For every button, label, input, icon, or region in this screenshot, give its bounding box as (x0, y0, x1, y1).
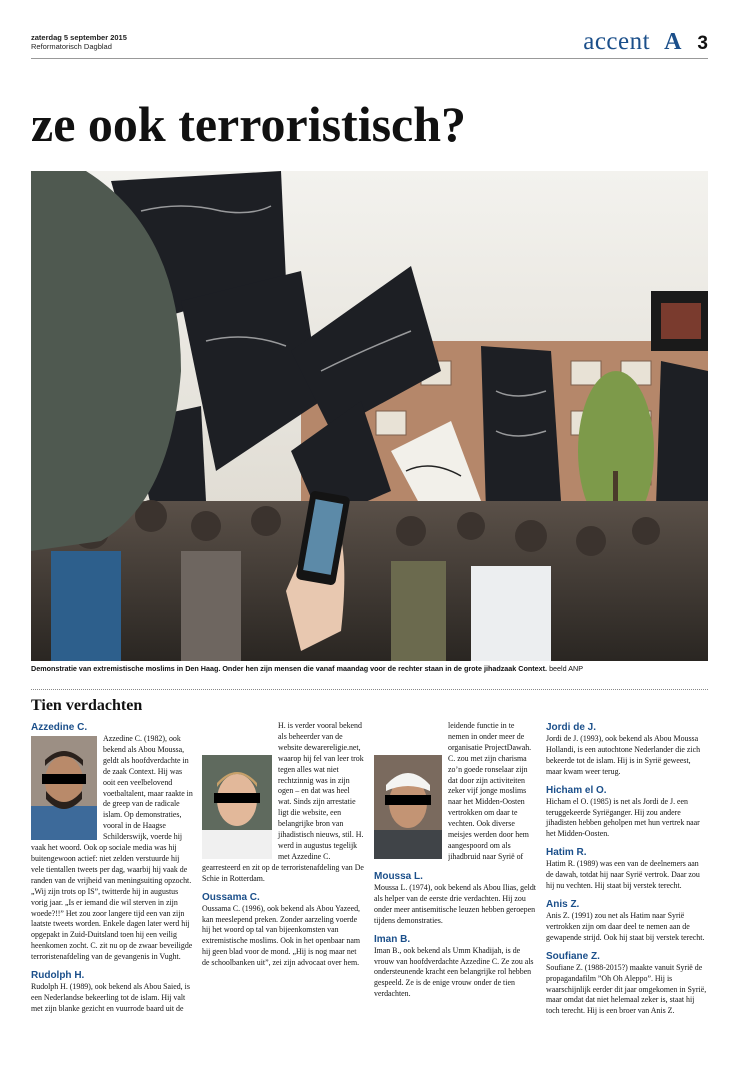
suspect-name: Azzedine C. (31, 722, 88, 733)
section-divider (31, 689, 708, 690)
column-3 (374, 721, 536, 1000)
suspect-photo-azzedine (31, 736, 97, 840)
suspect-bio: Hicham el O. (1985) is net als Jordi de J. een teruggekeerde Syriëganger. Hij zou andere jihadisten hebben geholpen met hun vertrek naar het Midden-Oosten. (546, 796, 700, 839)
main-photo (31, 171, 708, 661)
suspect-name: Moussa L. (374, 871, 423, 882)
suspect-bio: Oussama C. (1996), ook bekend als Abou Yazeed, kan meeslepend preken. Zonder aarzeling voerde hij het woord op tal van bijeenkomsten van extremistische moslims. Ook in het openbaar nam hij geen blad voor de mond. „Hij is nog maar net de schoolbanken uit”, zei zijn advocaat over hem. (202, 903, 361, 968)
suspect-bio: Anis Z. (1991) zou net als Hatim naar Syrië vertrokken zijn om daar deel te nemen aan de gewapende strijd. Ook hij staat bij verstek terecht. (546, 910, 705, 942)
suspect-name: Rudolph H. (31, 970, 85, 982)
photo-credit: beeld ANP (549, 664, 584, 673)
suspect-name: Iman B. (374, 933, 411, 945)
suspect-name: Soufiane Z. (546, 950, 600, 962)
header-divider (31, 58, 708, 59)
suspect-name: Jordi de J. (546, 722, 597, 733)
suspect-photo-rudolph (202, 755, 272, 859)
section-title: Tien verdachten (31, 697, 143, 714)
issue-date: zaterdag 5 september 2015 (31, 33, 127, 42)
suspect-bio: Azzedine C. (1982), ook bekend als Abou Moussa, geldt als hoofdverdachte in de zaak Context. Hij was ooit een veelbelovend voetbaltalent, maar raakte in de greep van de radicale islam. Op demonstraties, vooral in de Haagse Schilderswijk, voerde hij vaak het woord. Ook op sociale media was hij buitengewoon actief: niet zelden verstuurde hij vele tientallen tweets per dag, waarbij hij vaak de randen van de vrijheid van meningsuiting opzocht. (31, 734, 193, 885)
suspect-bio: H. is verder vooral bekend als beheerder van de website dewarereligie.net, waarop hij fel van leer trok tegen alles wat niet rechtzinnig was in zijn ogen – en dat was heel wat. Sinds zijn arrestatie ligt die website, een belangrijke bron van jihadistisch nieuws, stil. H. werd in augustus tegelijk met Azzedine C. gearresteerd en zit op de terroristenafdeling van De Schie in Rotterdam. (202, 721, 364, 883)
section-logo: A (664, 29, 682, 55)
caption-text: Demonstratie van extremistische moslims in Den Haag. Onder hen zijn mensen die vanaf maandag voor de rechter staan in de grote jihadzaak Context. (31, 664, 548, 673)
suspect-name: Anis Z. (546, 898, 580, 910)
suspect-bio-continued: leidende functie in te nemen in onder meer de organisatie ProjectDawah. C. zou met zijn charisma zo’n goede ronselaar zijn dat door zijn activiteiten zeker vijf jonge moslims naar het Midden-Oosten vertrokken om daar te vechten. Ook diverse meisjes werden door hem aangespoord om als jihadbruid naar Syrië of (448, 721, 532, 861)
suspect-bio: Iman B., ook bekend als Umm Khadijah, is de vrouw van hoofdverdachte Azzedine C. Ze zou als ondersteunende kracht een belangrijke rol hebben gespeeld. Ze is de enige vrouw onder de tien verdachten. (374, 945, 534, 999)
page-headline: ze ook terroristisch? (31, 96, 467, 152)
paper-name: Reformatorisch Dagblad (31, 42, 112, 51)
section-header (583, 28, 708, 56)
suspect-name: Hicham el O. (546, 784, 607, 796)
suspect-bio: „Wij zijn trots op IS”, twitterde hij in augustus vorig jaar. „Is er iemand die wil sterven in zijn woede?!!” Het zou zoor langere tijd een van zijn laatste tweets worden. Enkele dagen later werd hij opgepakt in Zuid-Duitsland toen hij een veilig heenkomen zocht. C. zit nu op de zwaar beveiligde terroristenafdeling van de gevangenis in Vught. (31, 886, 193, 962)
suspect-bio: Rudolph H. (1989), ook bekend als Abou Saied, is een Nederlandse bekeerling tot de islam. Hij valt met zijn blanke gezicht en vuurrode baard uit de (31, 982, 190, 1013)
photo-caption (31, 664, 708, 673)
column-2 (202, 721, 364, 970)
suspect-bio: Hatim R. (1989) was een van de deelnemers aan de dawah, totdat hij naar Syrië vertrok. Daar zou hij nu vechten. Hij staat bij verstek terecht. (546, 859, 700, 891)
suspect-name: Oussama C. (202, 891, 260, 903)
suspect-bio: Moussa L. (1974), ook bekend als Abou Ilias, geldt als helper van de eerste drie verdachten. Hij zou onder meer antisemitische leuzen hebben geroepen tijdens demonstraties. (374, 883, 536, 925)
suspect-photo-oussama (374, 755, 442, 859)
suspect-bio: Soufiane Z. (1988-2015?) maakte vanuit Syrië de propagandafilm ”Oh Oh Aleppo”. Hij is waarschijnlijk eerder dit jaar omgekomen in Syrië, maar omdat dat niet helemaal zeker is, staat hij toch terecht. Hij is een broer van Anis Z. (546, 962, 707, 1016)
column-1 (31, 721, 193, 1015)
section-name: accent (583, 28, 651, 55)
page-number: 3 (697, 33, 708, 54)
column-4 (546, 721, 708, 1017)
issue-date-block (31, 33, 127, 51)
suspect-bio: Jordi de J. (1993), ook bekend als Abou Moussa Hollandi, is een autochtone Nederlander die zich bekeerde tot de islam. Hij is in Syrië geweest, maar kwam weer terug. (546, 734, 701, 776)
suspect-name: Hatim R. (546, 847, 587, 859)
